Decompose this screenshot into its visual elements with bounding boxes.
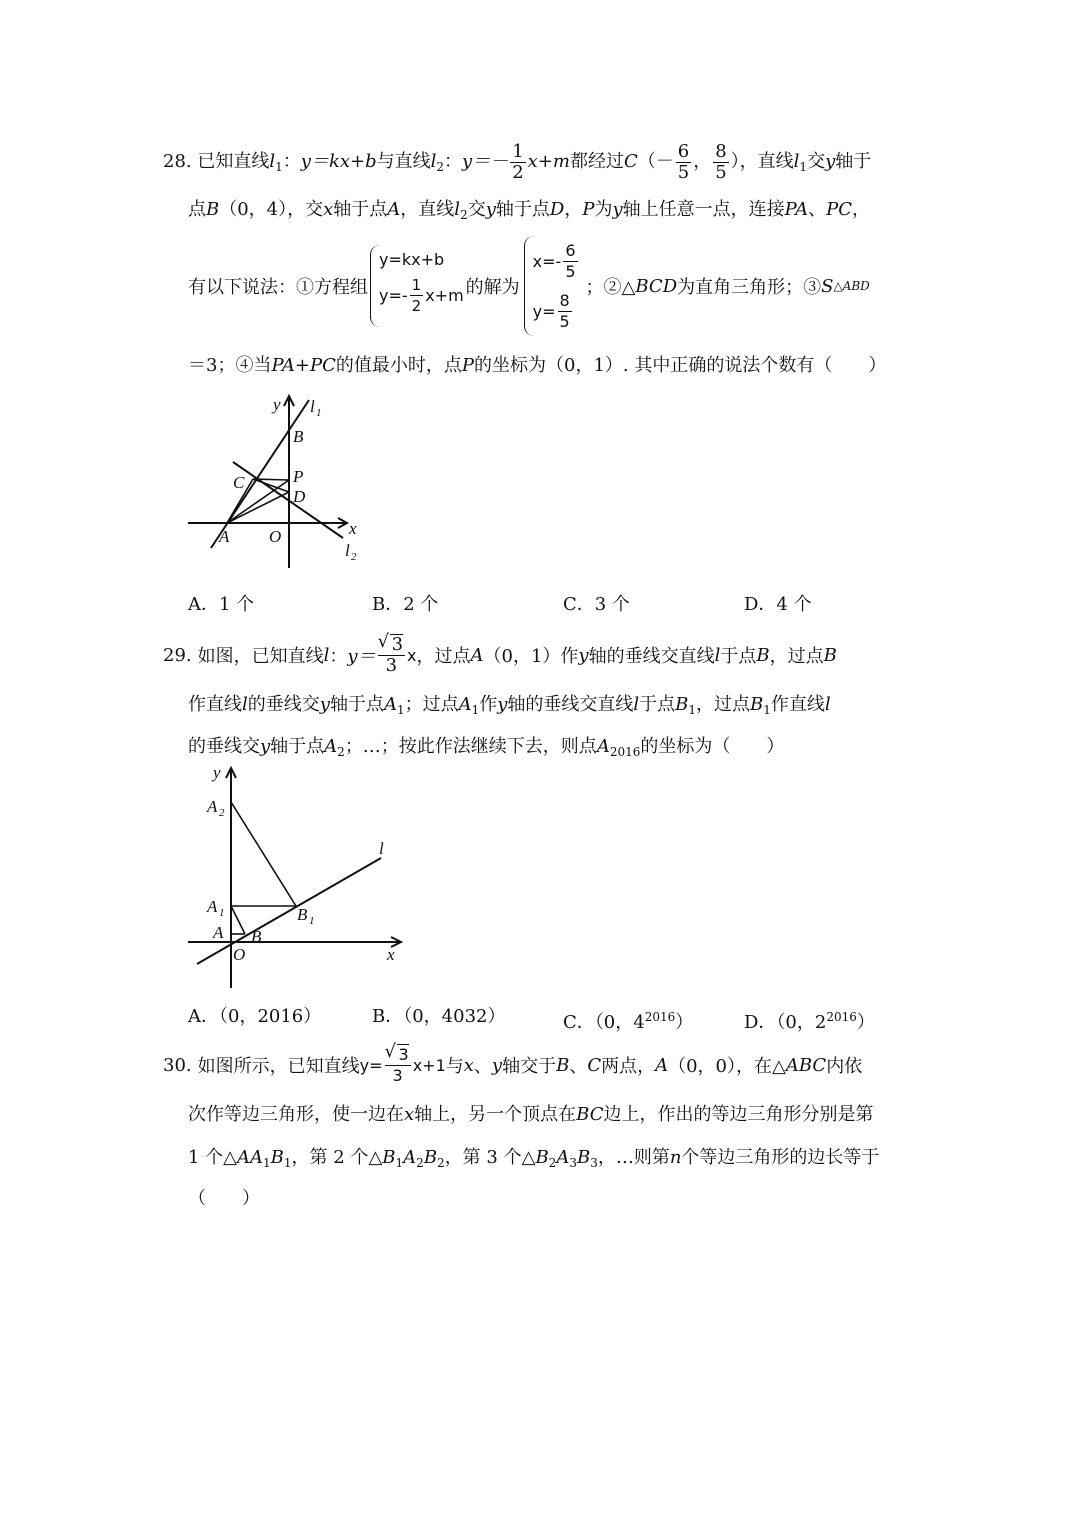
q29-option-b[interactable]: B．（0，4032） bbox=[372, 1006, 506, 1027]
q29-option-d[interactable]: D．（0，$2^{2016}$） bbox=[744, 1010, 875, 1033]
fraction: $\frac{6}{5}$ bbox=[677, 140, 690, 183]
label-B1-sub: 1 bbox=[309, 915, 315, 927]
label-x: x bbox=[387, 945, 395, 964]
q28-line1: 28. 已知直线$l_1$：y＝kx+b与直线$l_2$：y＝－ $\frac{1}{2}$ x+m都经过C（－ $\frac{6}{5}$ ， $\frac{8}{5}$ ），直线$l_1$交y轴于 bbox=[163, 140, 872, 183]
q28-option-b[interactable]: B．2 个 bbox=[372, 594, 439, 615]
label-y: y bbox=[213, 763, 221, 782]
label-P: P bbox=[293, 467, 304, 486]
label-A: A bbox=[213, 923, 224, 942]
q30-line2: 次作等边三角形，使一边在x轴上，另一个顶点在BC边上，作出的等边三角形分别是第 bbox=[188, 1104, 874, 1125]
q29-option-a[interactable]: A．（0，2016） bbox=[188, 1006, 322, 1027]
q28-figure bbox=[185, 392, 365, 572]
q29-graph bbox=[185, 762, 410, 992]
label-l2-sub: 2 bbox=[351, 551, 357, 563]
q29-line3: 的垂线交y轴于点$A_2$；…；按此作法继续下去，则点$A_{2016}$的坐标为（ ） bbox=[188, 736, 785, 759]
label-y: y bbox=[273, 395, 281, 414]
fraction: $\frac{8}{5}$ bbox=[715, 140, 727, 183]
q30-line1: 30. 如图所示，已知直线 y= √ $\frac{3}{3}$ x+1 与 x 、 y 轴交于 B 、 C 两点， A （0，0），在△ ABC 内依 bbox=[163, 1040, 862, 1090]
q30-number: 30. bbox=[163, 1054, 192, 1076]
q28-graph bbox=[185, 392, 365, 572]
label-C: C bbox=[233, 473, 245, 492]
segment-BA1 bbox=[231, 906, 245, 934]
line-l bbox=[197, 858, 381, 964]
label-A2-sub: 2 bbox=[219, 807, 225, 819]
segment-CD bbox=[253, 479, 289, 492]
q29-line2: 作直线l的垂线交y轴于点$A_1$；过点$A_1$作y轴的垂线交直线l于点$B_1$，过点$B_1$作直线l bbox=[188, 694, 831, 717]
q28-number: 28. bbox=[163, 151, 192, 172]
label-D: D bbox=[293, 487, 306, 506]
q28-option-a[interactable]: A．1 个 bbox=[188, 594, 255, 615]
label-A1-sub: 1 bbox=[219, 907, 225, 919]
label-B: B bbox=[251, 927, 262, 946]
label-O: O bbox=[269, 527, 282, 546]
fraction: $\frac{1}{2}$ bbox=[512, 140, 524, 183]
q29-option-c[interactable]: C．（0，$4^{2016}$） bbox=[563, 1010, 694, 1033]
q30-line3: 1 个$\triangle AA_1B_1$，第 2 个$\triangle B_1A_2B_2$，第 3 个$\triangle B_2A_3B_3$，…则第n个等边三角形的边长等于 bbox=[188, 1147, 880, 1170]
solution-system: x=- $\frac{6}{5}$ y= $\frac{8}{5}$ bbox=[524, 236, 580, 336]
label-l2: l bbox=[345, 541, 350, 560]
label-A: A bbox=[219, 527, 230, 546]
label-A2: A bbox=[207, 797, 218, 816]
q30-line4: （ ） bbox=[188, 1188, 260, 1209]
label-l: l bbox=[379, 839, 384, 858]
segment-CP bbox=[253, 479, 289, 480]
fraction: √ $\frac{3}{3}$ bbox=[385, 1044, 411, 1086]
label-A1: A bbox=[207, 897, 218, 916]
q28-option-d[interactable]: D．4 个 bbox=[744, 594, 812, 615]
label-B1: B bbox=[297, 905, 308, 924]
equation-system: y=kx+b y=- $\frac{1}{2}$ x+m bbox=[370, 245, 464, 327]
label-l1-sub: 1 bbox=[316, 407, 322, 419]
q28-option-c[interactable]: C．3 个 bbox=[563, 594, 630, 615]
q29-figure bbox=[185, 762, 410, 992]
q28-line2: 点B（0，4），交x轴于点A，直线$l_2$交y轴于点D，P为y轴上任意一点，连接PA、PC， bbox=[188, 199, 870, 222]
fraction: √ $\frac{3}{3}$ bbox=[378, 634, 405, 676]
segment-B1A2 bbox=[231, 802, 296, 906]
label-B: B bbox=[293, 427, 304, 446]
label-l1: l bbox=[310, 397, 315, 416]
q29-line1: 29. 如图，已知直线 l ： y＝ √ $\frac{3}{3}$ x ，过点 A （0，1）作 y 轴的垂线交直线 l 于点 B ，过点 B bbox=[163, 630, 837, 680]
label-O: O bbox=[233, 945, 246, 964]
label-x: x bbox=[349, 519, 357, 538]
q28-line4: ＝3；④当PA+PC的值最小时，点P的坐标为（0，1）. 其中正确的说法个数有（ ） bbox=[188, 355, 887, 376]
q29-number: 29. bbox=[163, 644, 192, 666]
q28-line3: 有以下说法：①方程组 y=kx+b y=- $\frac{1}{2}$ x+m 的解为 x=- $\frac{6}{5}$ y= $\frac{8}{5}$ ；②△ BCD 为直角三角形；③ S △ABD bbox=[188, 232, 870, 340]
